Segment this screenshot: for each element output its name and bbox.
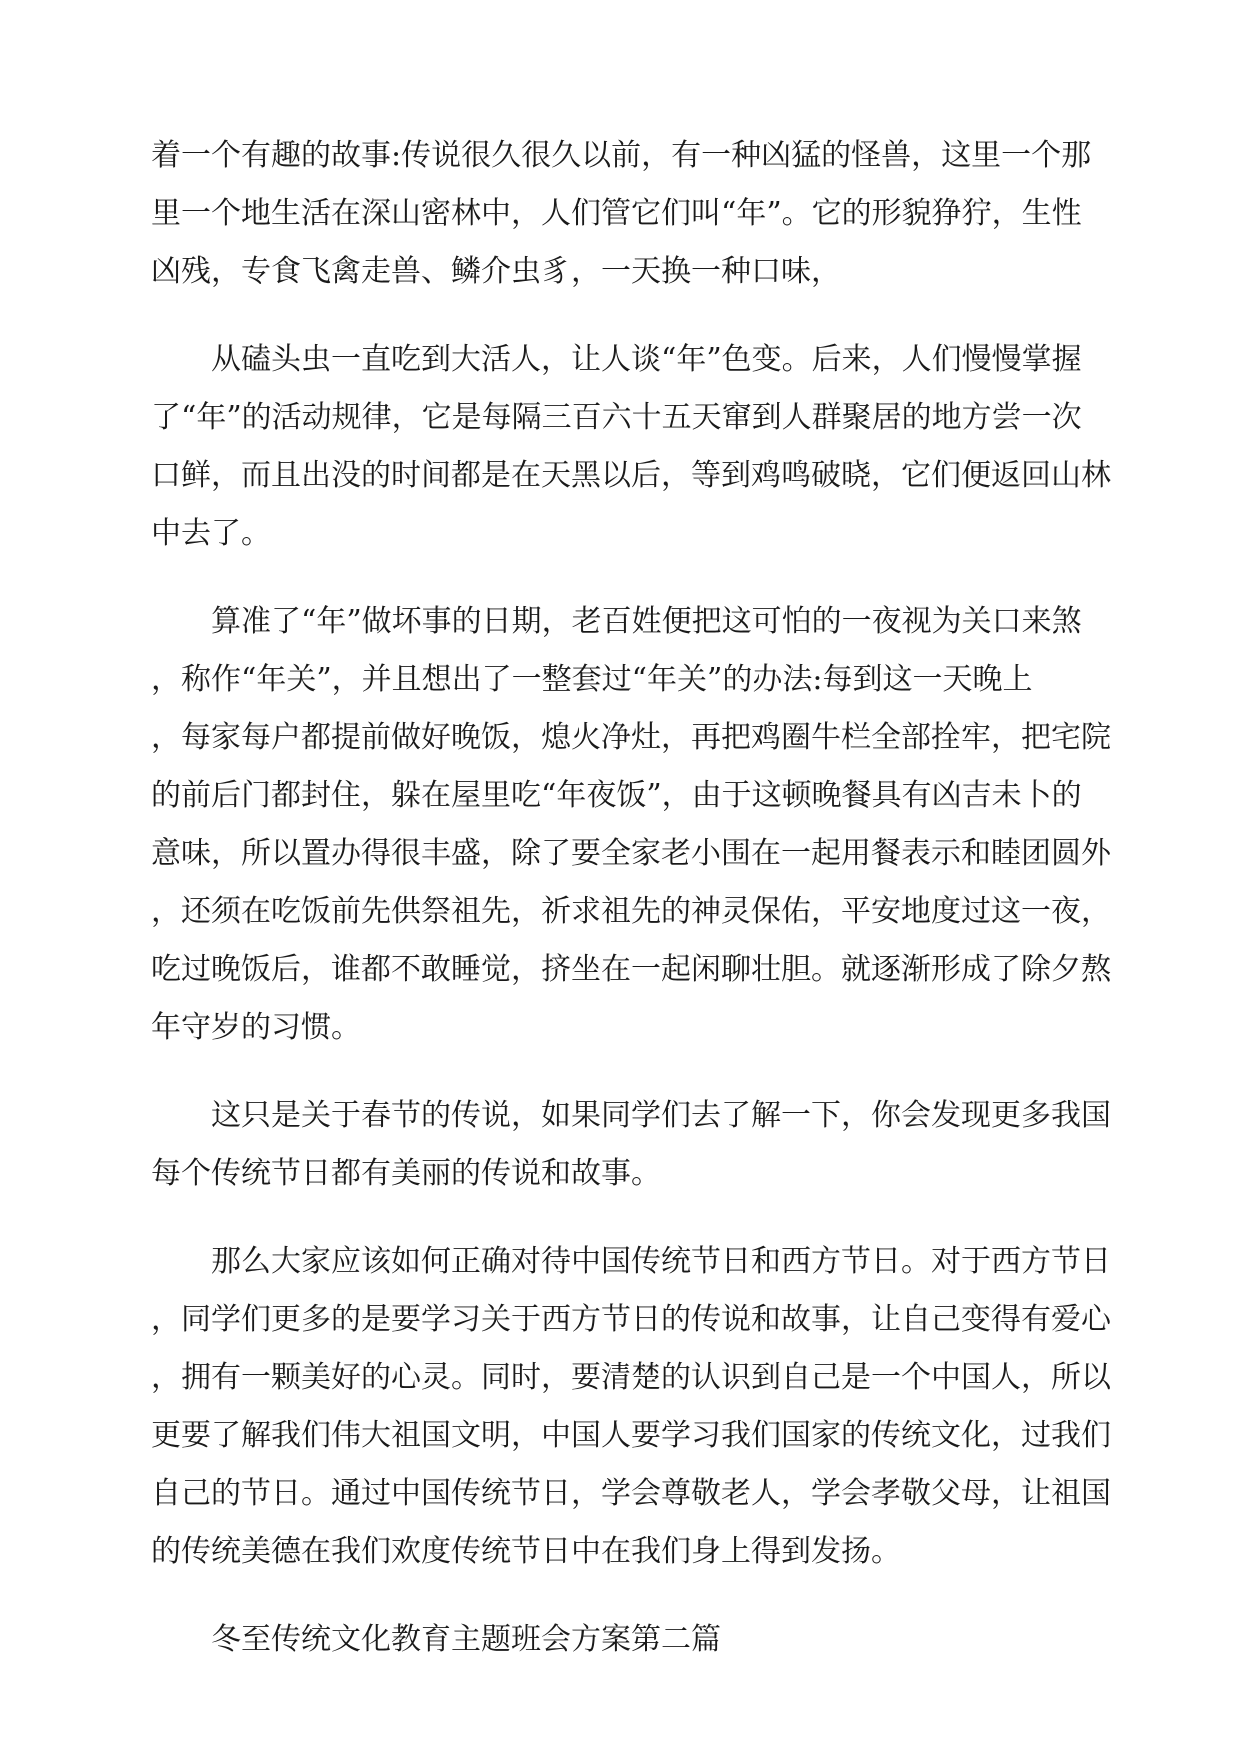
text-line: 里一个地生活在深山密林中，人们管它们叫“年”。它的形貌狰狞，生性 [151, 196, 1082, 231]
text-line: 冬至传统文化教育主题班会方案第二篇 [151, 1622, 721, 1657]
paragraph-spacer [151, 1057, 1091, 1087]
paragraph-chinese-western-festivals [151, 1233, 1111, 1581]
text-line: 的前后门都封住，躲在屋里吃“年夜饭”，由于这顿晚餐具有凶吉未卜的 [151, 778, 1082, 813]
text-line: 口鲜，而且出没的时间都是在天黑以后，等到鸡鸣破晓，它们便返回山林 [151, 458, 1111, 493]
text-line: 中去了。 [151, 516, 271, 551]
paragraph-nian-guan [151, 593, 1111, 1057]
text-line: ，还须在吃饭前先供祭祖先，祈求祖先的神灵保佑，平安地度过这一夜， [151, 894, 1111, 929]
text-line: 吃过晚饭后，谁都不敢睡觉，挤坐在一起闲聊壮胆。就逐渐形成了除夕熬 [151, 952, 1111, 987]
text-line: 更要了解我们伟大祖国文明，中国人要学习我们国家的传统文化，过我们 [151, 1418, 1111, 1453]
text-line: 着一个有趣的故事:传说很久很久以前，有一种凶猛的怪兽，这里一个那 [151, 138, 1092, 173]
paragraph-spacer [151, 1203, 1091, 1233]
text-line: ，称作“年关”，并且想出了一整套过“年关”的办法:每到这一天晚上 [151, 662, 1033, 697]
text-line: 从磕头虫一直吃到大活人，让人谈“年”色变。后来，人们慢慢掌握 [151, 342, 1082, 377]
text-line: 意味，所以置办得很丰盛，除了要全家老小围在一起用餐表示和睦团圆外 [151, 836, 1111, 871]
paragraph-legend-intro [151, 127, 1091, 301]
text-line: 的传统美德在我们欢度传统节日中在我们身上得到发扬。 [151, 1534, 901, 1569]
paragraph-spacer [151, 301, 1091, 331]
text-line: 这只是关于春节的传说，如果同学们去了解一下，你会发现更多我国 [151, 1098, 1111, 1133]
text-line: 了“年”的活动规律，它是每隔三百六十五天窜到人群聚居的地方尝一次 [151, 400, 1082, 435]
text-line: 凶残，专食飞禽走兽、鳞介虫豸，一天换一种口味， [151, 254, 841, 289]
paragraph-spacer [151, 1581, 1091, 1611]
paragraph-spacer [151, 563, 1091, 593]
text-line: 那么大家应该如何正确对待中国传统节日和西方节日。对于西方节日 [151, 1244, 1111, 1279]
text-line: 自己的节日。通过中国传统节日，学会尊敬老人，学会孝敬父母，让祖国 [151, 1476, 1111, 1511]
paragraph-spring-festival-legend [151, 1087, 1111, 1203]
text-line: ，每家每户都提前做好晚饭，熄火净灶，再把鸡圈牛栏全部拴牢，把宅院 [151, 720, 1111, 755]
text-line: ，同学们更多的是要学习关于西方节日的传说和故事，让自己变得有爱心 [151, 1302, 1111, 1337]
text-line: ，拥有一颗美好的心灵。同时，要清楚的认识到自己是一个中国人，所以 [151, 1360, 1111, 1395]
text-line: 算准了“年”做坏事的日期，老百姓便把这可怕的一夜视为关口来煞 [151, 604, 1082, 639]
paragraph-nian-habits [151, 331, 1111, 563]
text-line: 每个传统节日都有美丽的传说和故事。 [151, 1156, 661, 1191]
section-heading [151, 1611, 1091, 1669]
text-line: 年守岁的习惯。 [151, 1010, 361, 1045]
document-body [151, 127, 1111, 1669]
